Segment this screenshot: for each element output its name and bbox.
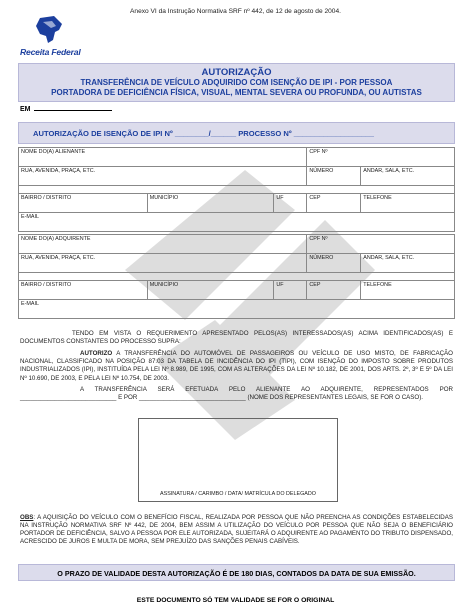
alienante-name-field[interactable]: NOME DO(A) ALIENANTE	[19, 148, 307, 166]
alienante-city-field[interactable]: MUNICÍPIO	[148, 194, 275, 212]
receita-federal-logo	[20, 14, 90, 58]
adquirente-district-field[interactable]: BAIRRO / DISTRITO	[19, 281, 148, 299]
row-spacer	[19, 273, 455, 281]
adquirente-grid	[18, 234, 455, 319]
alienante-floor-field[interactable]: ANDAR, SALA, ETC.	[361, 167, 455, 185]
obs-label: OBS	[20, 514, 34, 521]
table-row	[19, 148, 455, 167]
annex-reference: Anexo VI da Instrução Normativa SRF nº 442, de 12 de agosto de 2004.	[130, 8, 341, 15]
alienante-street-field[interactable]: RUA, AVENIDA, PRAÇA, ETC.	[19, 167, 307, 185]
validity-notice: O PRAZO DE VALIDADE DESTA AUTORIZAÇÃO É DE 180 DIAS, CONTADOS DA DATA DE SUA EMISSÃO.	[18, 564, 455, 581]
table-row	[19, 254, 455, 273]
request-paragraph: TENDO EM VISTA O REQUERIMENTO APRESENTADO PELOS(AS) INTERESSADOS(AS) ACIMA IDENTIFICADOS(AS) E DOCUMENTOS CONSTANTES DO PROCESSO SUPRA:	[20, 330, 453, 346]
adquirente-street-field[interactable]: RUA, AVENIDA, PRAÇA, ETC.	[19, 254, 307, 272]
alienante-uf-field[interactable]: UF	[274, 194, 307, 212]
alienante-cpf-field[interactable]: CPF Nº	[307, 148, 455, 166]
row-spacer	[19, 186, 455, 194]
table-row	[19, 167, 455, 186]
page-title: AUTORIZAÇÃO	[201, 67, 272, 78]
obs-text: : A AQUISIÇÃO DO VEÍCULO COM O BENEFÍCIO FISCAL, REALIZADA POR PESSOA QUE NÃO PREENCHA AS CONDIÇÕES ESTABELECIDAS NA INSTRUÇÃO NORMATIVA SRF Nº 442, DE 2004, BEM ASSIM A UTILIZAÇÃO DO VEÍCULO POR PESSOA QUE NÃO SEJA O BENEFICIÁRIO PORTADOR DE DEFICIÊNCIA, SALVO A PESSOA POR ELE AUTORIZADA, SUJEITARÁ O ADQUIRENTE AO PAGAMENTO DO TRIBUTO DISPENSADO, ACRESCIDO DE JUROS E MULTA DE MORA, SEM PREJUÍZO DAS SANÇÕES PENAIS CABÍVEIS.	[20, 514, 453, 545]
alienante-district-field[interactable]: BAIRRO / DISTRITO	[19, 194, 148, 212]
alienante-email-field[interactable]: E-MAIL	[19, 213, 455, 231]
observation-note	[20, 514, 453, 546]
title-line-1: TRANSFERÊNCIA DE VEÍCULO ADQUIRIDO COM ISENÇÃO DE IPI - POR PESSOA	[80, 78, 393, 87]
title-line-2: PORTADORA DE DEFICIÊNCIA FÍSICA, VISUAL, MENTAL SEVERA OU PROFUNDA, OU AUTISTAS	[51, 88, 422, 97]
representatives-paragraph[interactable]: A TRANSFERÊNCIA SERÁ EFETUADA PELO ALIENANTE AO ADQUIRENTE, REPRESENTADOS POR ____________________________ E POR _______________________________ (NOME DOS REPRESENTANTES LEGAIS, SE FOR O CASO).	[20, 386, 453, 402]
authorization-paragraph	[20, 350, 453, 383]
adquirente-name-field[interactable]: NOME DO(A) ADQUIRENTE	[19, 235, 307, 253]
em-blank[interactable]	[34, 105, 112, 111]
adquirente-floor-field[interactable]: ANDAR, SALA, ETC.	[361, 254, 455, 272]
alienante-number-field[interactable]: NÚMERO	[307, 167, 361, 185]
original-only-notice: ESTE DOCUMENTO SÓ TEM VALIDADE SE FOR O ORIGINAL	[136, 597, 335, 604]
table-row	[19, 194, 455, 213]
signature-label: ASSINATURA / CARIMBO / DATA/ MATRÍCULA DO DELEGADO	[160, 491, 316, 497]
adquirente-cpf-field[interactable]: CPF Nº	[307, 235, 455, 253]
adquirente-uf-field[interactable]: UF	[274, 281, 307, 299]
adquirente-phone-field[interactable]: TELEFONE	[361, 281, 455, 299]
em-label: EM	[20, 106, 31, 113]
adquirente-number-field[interactable]: NÚMERO	[307, 254, 361, 272]
logo-text: Receita Federal	[20, 47, 81, 57]
adquirente-email-field[interactable]: E-MAIL	[19, 300, 455, 318]
alienante-phone-field[interactable]: TELEFONE	[361, 194, 455, 212]
signature-box[interactable]	[138, 418, 338, 502]
table-row	[19, 235, 455, 254]
table-row	[19, 281, 455, 300]
title-box	[18, 63, 455, 102]
table-row	[19, 213, 455, 232]
authorize-keyword: AUTORIZO	[80, 350, 113, 357]
brazil-map-icon	[34, 14, 64, 44]
table-row	[19, 300, 455, 319]
adquirente-cep-field[interactable]: CEP	[307, 281, 361, 299]
em-field	[20, 105, 112, 113]
authorization-text: A TRANSFERÊNCIA DO AUTOMÓVEL DE PASSAGEIROS OU VEÍCULO DE USO MISTO, DE FABRICAÇÃO NACIONAL, CLASSIFICADO NA POSIÇÃO 87.03 DA TABELA DE INCIDÊNCIA DO IPI (TIPI), COM ISENÇÃO DO IMPOSTO SOBRE PRODUTOS INDUSTRIALIZADOS (IPI), INSTITUÍDA PELA LEI Nº 8.989, DE 1995, COM AS ALTERAÇÕES DA LEI Nº 10.182, DE 2001, DOS ARTS. 2º, 3º E 5º DA LEI Nº 10.690, DE 2003, E PELA LEI Nº 10.754, DE 2003.	[20, 350, 453, 382]
alienante-grid	[18, 147, 455, 232]
authorization-number-line[interactable]: AUTORIZAÇÃO DE ISENÇÃO DE IPI Nº ________/______ PROCESSO Nº ___________________	[18, 122, 455, 144]
alienante-cep-field[interactable]: CEP	[307, 194, 361, 212]
adquirente-city-field[interactable]: MUNICÍPIO	[148, 281, 275, 299]
